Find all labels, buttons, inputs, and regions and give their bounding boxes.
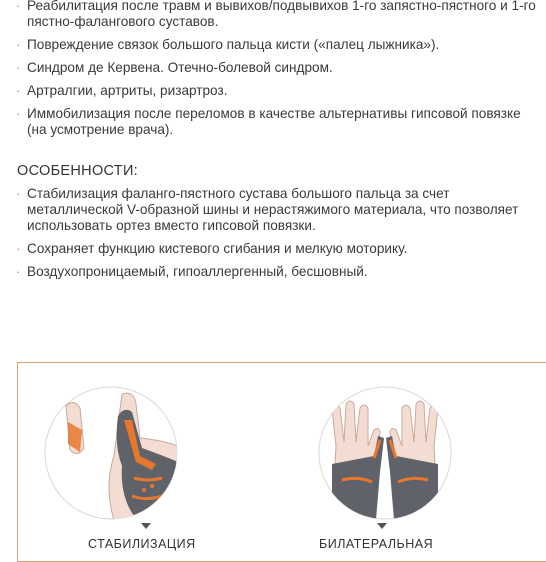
- thumb-orthosis-single-hand-icon: [44, 386, 178, 520]
- bullet-icon: ·: [16, 0, 21, 13]
- caret-down-icon: [377, 523, 387, 529]
- bullet-icon: ·: [16, 264, 21, 279]
- bullet-icon: ·: [16, 37, 21, 52]
- list-item: [14, 60, 540, 76]
- list-item-text: Повреждение связок большого пальца кисти («палец лыжника»).: [27, 37, 440, 52]
- bilateral-hands-orthosis-icon: [318, 386, 452, 520]
- list-item: [14, 37, 540, 53]
- list-item-text: Воздухопроницаемый, гипоаллергенный, бесшовный.: [27, 264, 368, 279]
- bullet-icon: ·: [16, 186, 21, 201]
- bullet-icon: ·: [16, 60, 21, 75]
- list-item: [14, 241, 540, 257]
- list-item-text: Сохраняет функцию кистевого сгибания и мелкую моторику.: [27, 241, 408, 256]
- bullet-icon: ·: [16, 241, 21, 256]
- indications-list: [14, 0, 540, 145]
- list-item-text: Синдром де Кервена. Отечно-болевой синдром.: [27, 60, 333, 75]
- list-item-text: Реабилитация после травм и вывихов/подвывихов 1-го запястно-пястного и 1-го пястно-фалангового суставов.: [27, 0, 536, 29]
- list-item: [14, 186, 540, 234]
- list-item: [14, 0, 540, 30]
- image-caption: СТАБИЛИЗАЦИЯ: [88, 537, 196, 551]
- list-item: [14, 106, 540, 138]
- list-item: [14, 83, 540, 99]
- bullet-icon: ·: [16, 83, 21, 98]
- bullet-icon: ·: [16, 106, 21, 121]
- list-item-text: Стабилизация фаланго-пястного сустава большого пальца за счет металлической V-образной шины и нерастяжимого материала, что позволяет использовать ортез вместо гипсовой повязки.: [27, 186, 519, 233]
- list-item-text: Иммобилизация после переломов в качестве альтернативы гипсовой повязке (на усмотрение врача).: [27, 106, 521, 137]
- features-list: [14, 186, 540, 287]
- image-caption: БИЛАТЕРАЛЬНАЯ: [319, 537, 434, 551]
- list-item: [14, 264, 540, 280]
- caret-down-icon: [141, 523, 151, 529]
- list-item-text: Артралгии, артриты, ризартроз.: [27, 83, 228, 98]
- features-heading: ОСОБЕННОСТИ:: [17, 163, 139, 179]
